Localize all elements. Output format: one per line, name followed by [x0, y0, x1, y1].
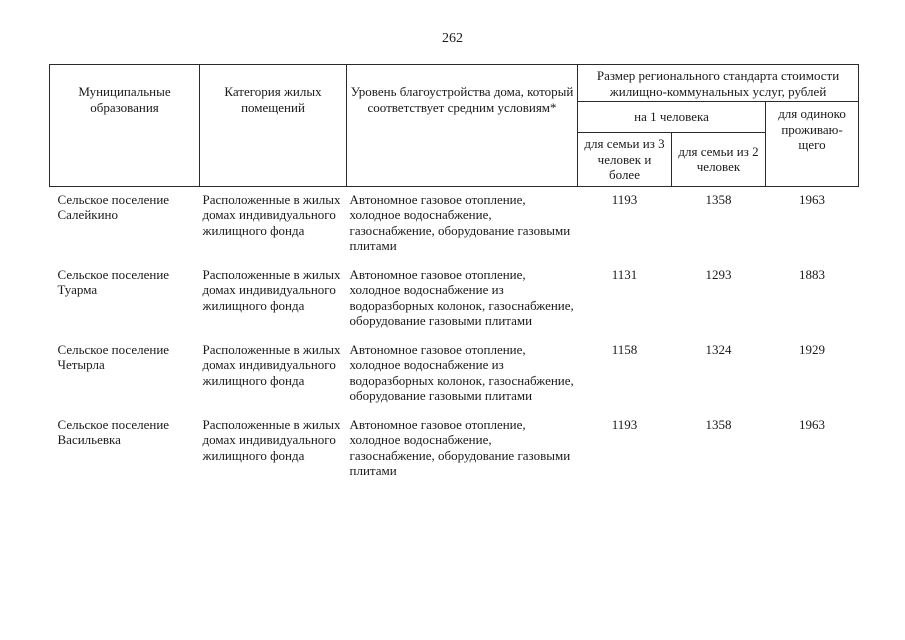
cell-single: 1883 [799, 266, 826, 282]
cell-level: Автономное газовое отопление, холодное водоснабжение из водоразборных колонок, газоснабжение, оборудование газовыми плитами [349, 341, 574, 403]
cell-category: Расположенные в жилых домах индивидуального жилищного фонда [202, 416, 341, 463]
cell-family3: 1131 [611, 266, 638, 282]
cell-single: 1963 [799, 416, 826, 432]
header-municipal: Муниципальные образования [50, 65, 200, 187]
housing-standard-table-wrap [49, 64, 858, 488]
header-single: для одиноко проживаю-щего [766, 102, 859, 187]
cell-municipality: Сельское поселение Салейкино [57, 191, 170, 222]
cell-family3: 1193 [611, 191, 638, 207]
cell-municipality: Сельское поселение Васильевка [57, 416, 170, 447]
table-row [50, 186, 859, 263]
cell-level: Автономное газовое отопление, холодное водоснабжение, газоснабжение, оборудование газовыми плитами [349, 191, 571, 253]
cell-category: Расположенные в жилых домах индивидуального жилищного фонда [202, 341, 341, 388]
housing-standard-table [49, 64, 859, 488]
table-row [50, 338, 859, 413]
table-body [50, 186, 859, 488]
cell-family2: 1358 [705, 191, 732, 207]
header-category: Категория жилых помещений [200, 65, 347, 187]
cell-family3: 1193 [611, 416, 638, 432]
cell-single: 1963 [799, 191, 826, 207]
cell-category: Расположенные в жилых домах индивидуального жилищного фонда [202, 191, 341, 238]
cell-level: Автономное газовое отопление, холодное водоснабжение, газоснабжение, оборудование газовыми плитами [349, 416, 571, 478]
cell-municipality: Сельское поселение Туарма [57, 266, 170, 297]
header-per-person: на 1 человека [578, 102, 766, 133]
cell-family2: 1293 [705, 266, 732, 282]
cell-municipality: Сельское поселение Четырла [57, 341, 170, 372]
header-family3: для семьи из 3 человек и более [578, 133, 672, 187]
page-number: 262 [442, 31, 463, 46]
cell-family2: 1324 [705, 341, 732, 357]
cell-family3: 1158 [611, 341, 638, 357]
cell-single: 1929 [799, 341, 826, 357]
cell-category: Расположенные в жилых домах индивидуального жилищного фонда [202, 266, 341, 313]
table-header [50, 65, 859, 187]
header-family2: для семьи из 2 человек [672, 133, 766, 187]
header-level: Уровень благоустройства дома, который соответствует средним условиям* [347, 65, 578, 187]
cell-level: Автономное газовое отопление, холодное водоснабжение из водоразборных колонок, газоснабжение, оборудование газовыми плитами [349, 266, 574, 328]
table-row [50, 263, 859, 338]
cell-family2: 1358 [705, 416, 732, 432]
header-standard-size: Размер регионального стандарта стоимости жилищно-коммунальных услуг, рублей [578, 65, 859, 102]
table-row [50, 413, 859, 488]
